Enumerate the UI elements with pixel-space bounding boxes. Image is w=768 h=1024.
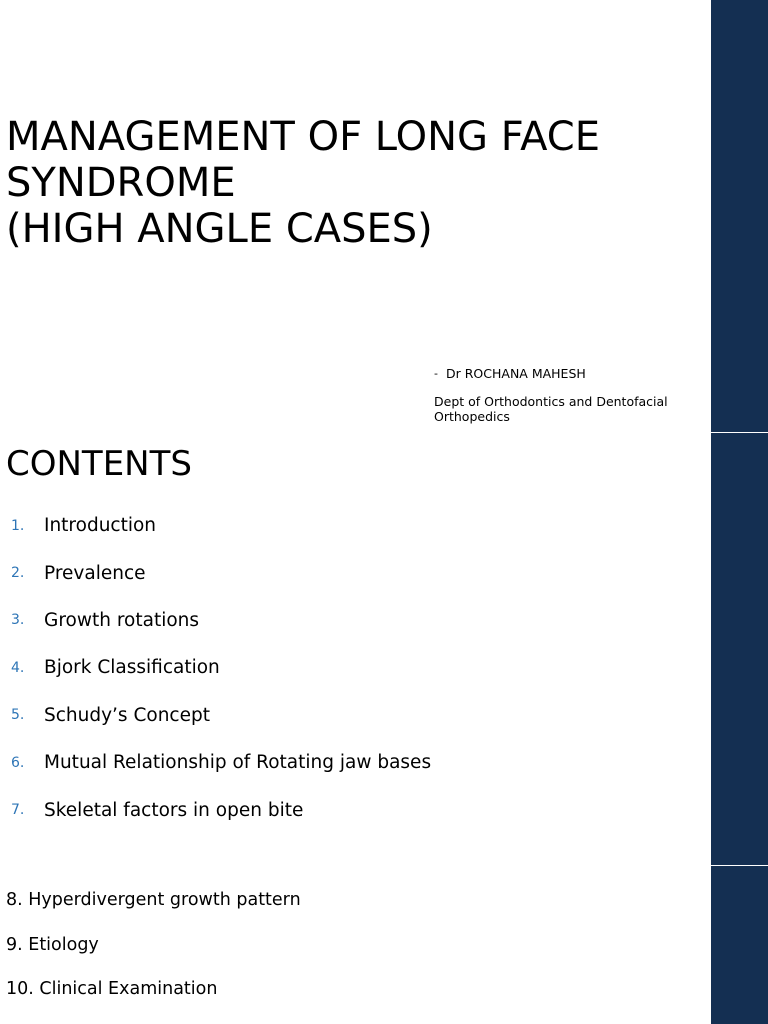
- slide-title: [6, 114, 706, 252]
- author-name: Dr ROCHANA MAHESH: [446, 366, 586, 381]
- list-item: [0, 549, 700, 596]
- list-item-label: Mutual Relationship of Rotating jaw bases: [44, 752, 432, 774]
- list-item-number: 7.: [11, 802, 25, 819]
- list-item-label: Introduction: [44, 515, 157, 537]
- list-item-number: 6.: [11, 754, 25, 771]
- author-bullet: -: [434, 367, 438, 380]
- list-item: 9. Etiology: [6, 934, 99, 955]
- list-item: [0, 502, 700, 549]
- list-item: [0, 786, 700, 833]
- contents-heading: CONTENTS: [6, 444, 192, 484]
- list-item-number: 2.: [11, 565, 25, 582]
- list-item: [0, 597, 700, 644]
- contents-continued-list: [6, 878, 706, 1012]
- list-item-number: 1.: [11, 517, 25, 534]
- title-line-1: MANAGEMENT OF LONG FACE: [6, 114, 600, 160]
- list-item: 10. Clinical Examination: [6, 979, 218, 1000]
- author-block: [434, 366, 704, 424]
- title-line-3: (HIGH ANGLE CASES): [6, 206, 433, 252]
- sidebar-accent-top: [711, 0, 768, 432]
- author-department: Dept of Orthodontics and Dentofacial Orthopedics: [434, 394, 668, 424]
- list-item-number: 4.: [11, 659, 25, 676]
- list-item-label: Prevalence: [44, 562, 146, 584]
- list-item-label: Schudy’s Concept: [44, 704, 210, 726]
- list-item-label: Skeletal factors in open bite: [44, 799, 304, 821]
- list-item: [0, 644, 700, 691]
- sidebar-accent-middle: [711, 433, 768, 865]
- list-item-number: 3.: [11, 612, 25, 629]
- contents-numbered-list: [0, 502, 700, 834]
- title-line-2: SYNDROME: [6, 160, 236, 206]
- list-item-label: Bjork Classification: [44, 657, 220, 679]
- author-line: [434, 366, 704, 381]
- sidebar-accent-bottom: [711, 866, 768, 1024]
- list-item-number: 5.: [11, 707, 25, 724]
- list-item: 8. Hyperdivergent growth pattern: [6, 890, 301, 911]
- list-item: [0, 692, 700, 739]
- list-item: [0, 739, 700, 786]
- list-item-label: Growth rotations: [44, 609, 200, 631]
